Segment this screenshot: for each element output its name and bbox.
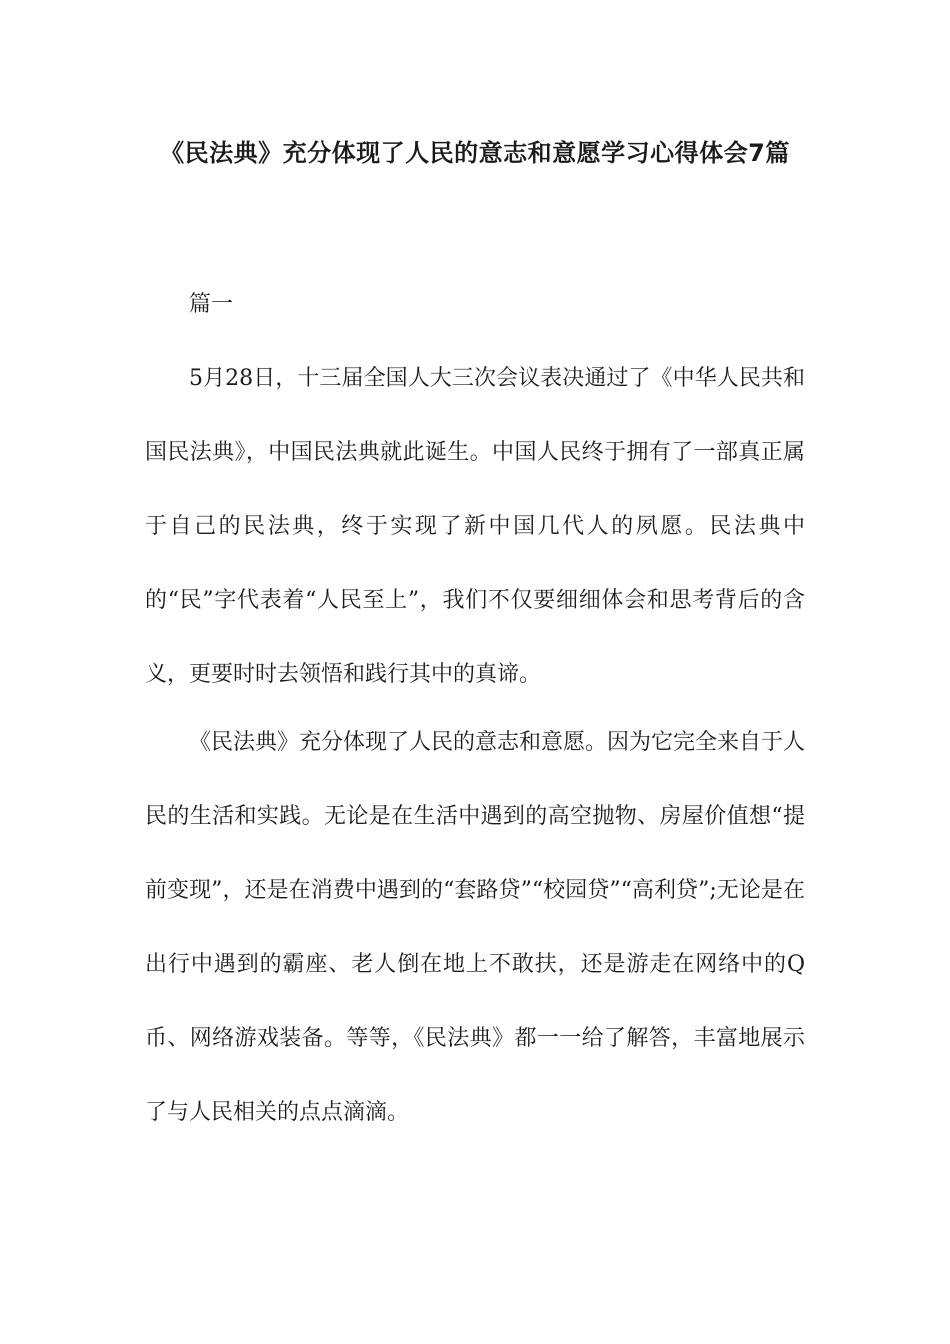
document-title: 《民法典》充分体现了人民的意志和意愿学习心得体会7篇 [160,139,790,167]
paragraph-1: 5月28日，十三届全国人大三次会议表决通过了《中华人民共和国民法典》，中国民法典就此诞生。中国人民终于拥有了一部真正属于自己的民法典，终于实现了新中国几代人的夙愿。民法典中的“民”字代表着“人民至上”，我们不仅要细细体会和思考背后的含义，更要时时去领悟和践行其中的真谛。 [145,366,805,687]
document-body [145,268,805,1150]
section-label: 篇一 [189,292,234,317]
paragraph-2: 《民法典》充分体现了人民的意志和意愿。因为它完全来自于人民的生活和实践。无论是在生活中遇到的高空抛物、房屋价值想“提前变现”，还是在消费中遇到的“套路贷”“校园贷”“高利贷”;无论是在出行中遇到的霸座、老人倒在地上不敢扶，还是游走在网络中的Q币、网络游戏装备。等等，《民法典》都一一给了解答，丰富地展示了与人民相关的点点滴滴。 [145,730,806,1125]
